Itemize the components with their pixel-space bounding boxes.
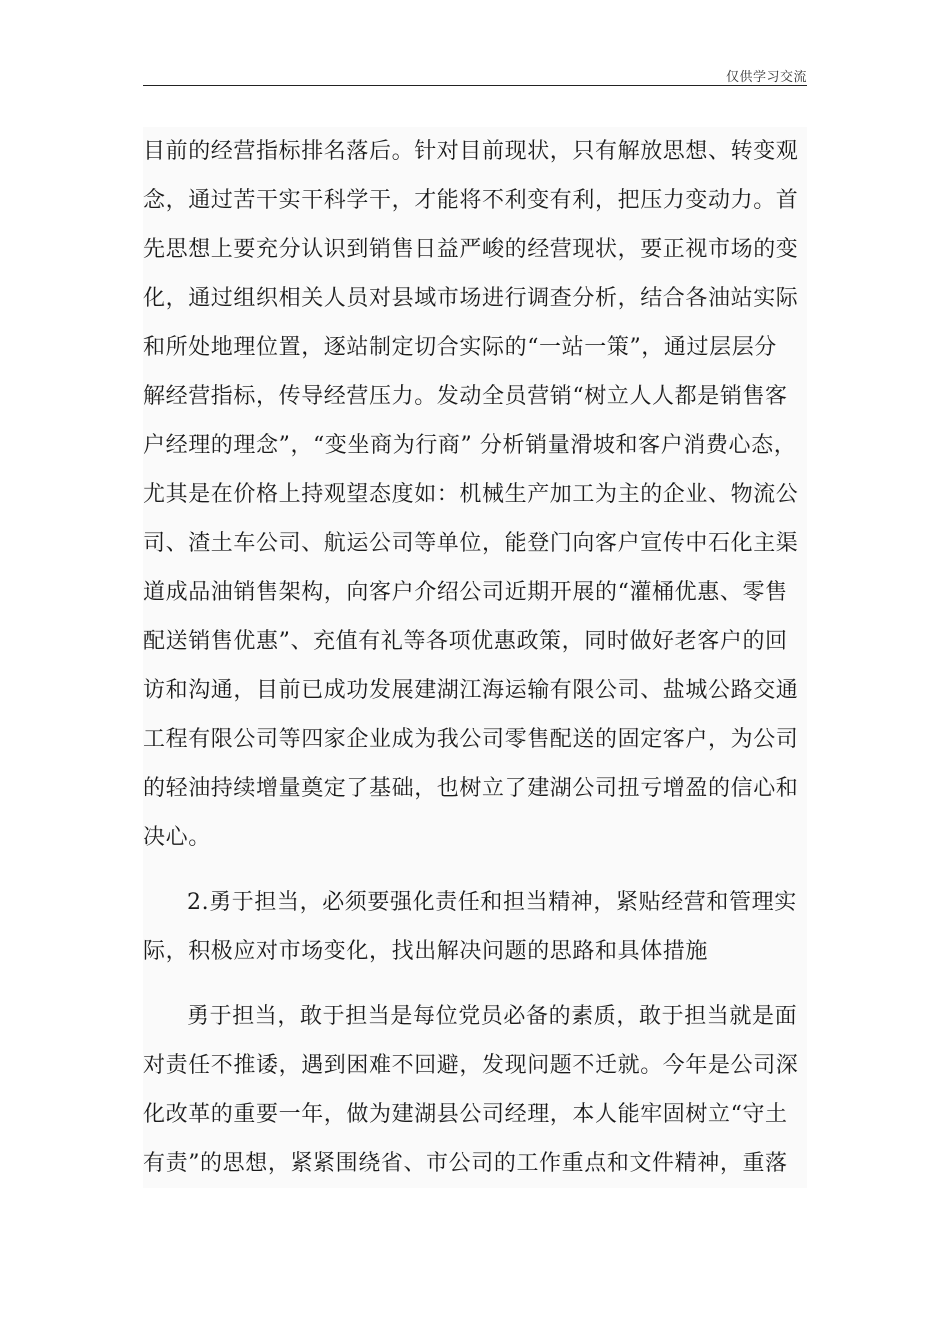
- text-line: 解经营指标，传导经营压力。发动全员营销“树立人人都是销售客: [143, 384, 788, 409]
- paragraph-2-heading: [143, 878, 807, 976]
- text-line: 和所处地理位置，逐站制定切合实际的“一站一策”，通过层层分: [143, 335, 777, 360]
- text-line: 工程有限公司等四家企业成为我公司零售配送的固定客户，为公司: [143, 727, 799, 752]
- text-line: 对责任不推诿，遇到困难不回避，发现问题不迁就。今年是公司深: [143, 1053, 799, 1078]
- text-line: 2.勇于担当，必须要强化责任和担当精神，紧贴经营和管理实: [187, 890, 797, 915]
- paragraph-1: [143, 127, 807, 862]
- header-rule: [143, 85, 807, 86]
- paragraph-3: [143, 992, 807, 1188]
- text-line: 化改革的重要一年，做为建湖县公司经理，本人能牢固树立“守土: [143, 1102, 788, 1127]
- text-line: 尤其是在价格上持观望态度如：机械生产加工为主的企业、物流公: [143, 482, 799, 507]
- text-line: 化，通过组织相关人员对县域市场进行调查分析，结合各油站实际: [143, 286, 799, 311]
- text-line: 道成品油销售架构，向客户介绍公司近期开展的“灌桶优惠、零售: [143, 580, 788, 605]
- text-line: 的轻油持续增量奠定了基础，也树立了建湖公司扭亏增盈的信心和: [143, 776, 799, 801]
- text-line: 户经理的理念”，“变坐商为行商” 分析销量滑坡和客户消费心态，: [143, 433, 797, 458]
- text-line: 访和沟通，目前已成功发展建湖江海运输有限公司、盐城公路交通: [143, 678, 799, 703]
- header-note: 仅供学习交流: [725, 70, 807, 85]
- text-line: 念，通过苦干实干科学干，才能将不利变有利，把压力变动力。首: [143, 188, 799, 213]
- text-line: 目前的经营指标排名落后。针对目前现状，只有解放思想、转变观: [143, 139, 799, 164]
- paragraph-gap: [143, 976, 807, 992]
- text-line: 先思想上要充分认识到销售日益严峻的经营现状，要正视市场的变: [143, 237, 799, 262]
- text-line: 决心。: [143, 825, 211, 850]
- text-line: 勇于担当，敢于担当是每位党员必备的素质，敢于担当就是面: [187, 1004, 798, 1029]
- document-body: [143, 127, 807, 1188]
- text-line: 配送销售优惠”、充值有礼等各项优惠政策，同时做好老客户的回: [143, 629, 788, 654]
- paragraph-gap: [143, 862, 807, 878]
- text-line: 际，积极应对市场变化，找出解决问题的思路和具体措施: [143, 939, 709, 964]
- text-line: 司、渣土车公司、航运公司等单位，能登门向客户宣传中石化主渠: [143, 531, 799, 556]
- text-line: 有责”的思想，紧紧围绕省、市公司的工作重点和文件精神，重落: [143, 1151, 788, 1176]
